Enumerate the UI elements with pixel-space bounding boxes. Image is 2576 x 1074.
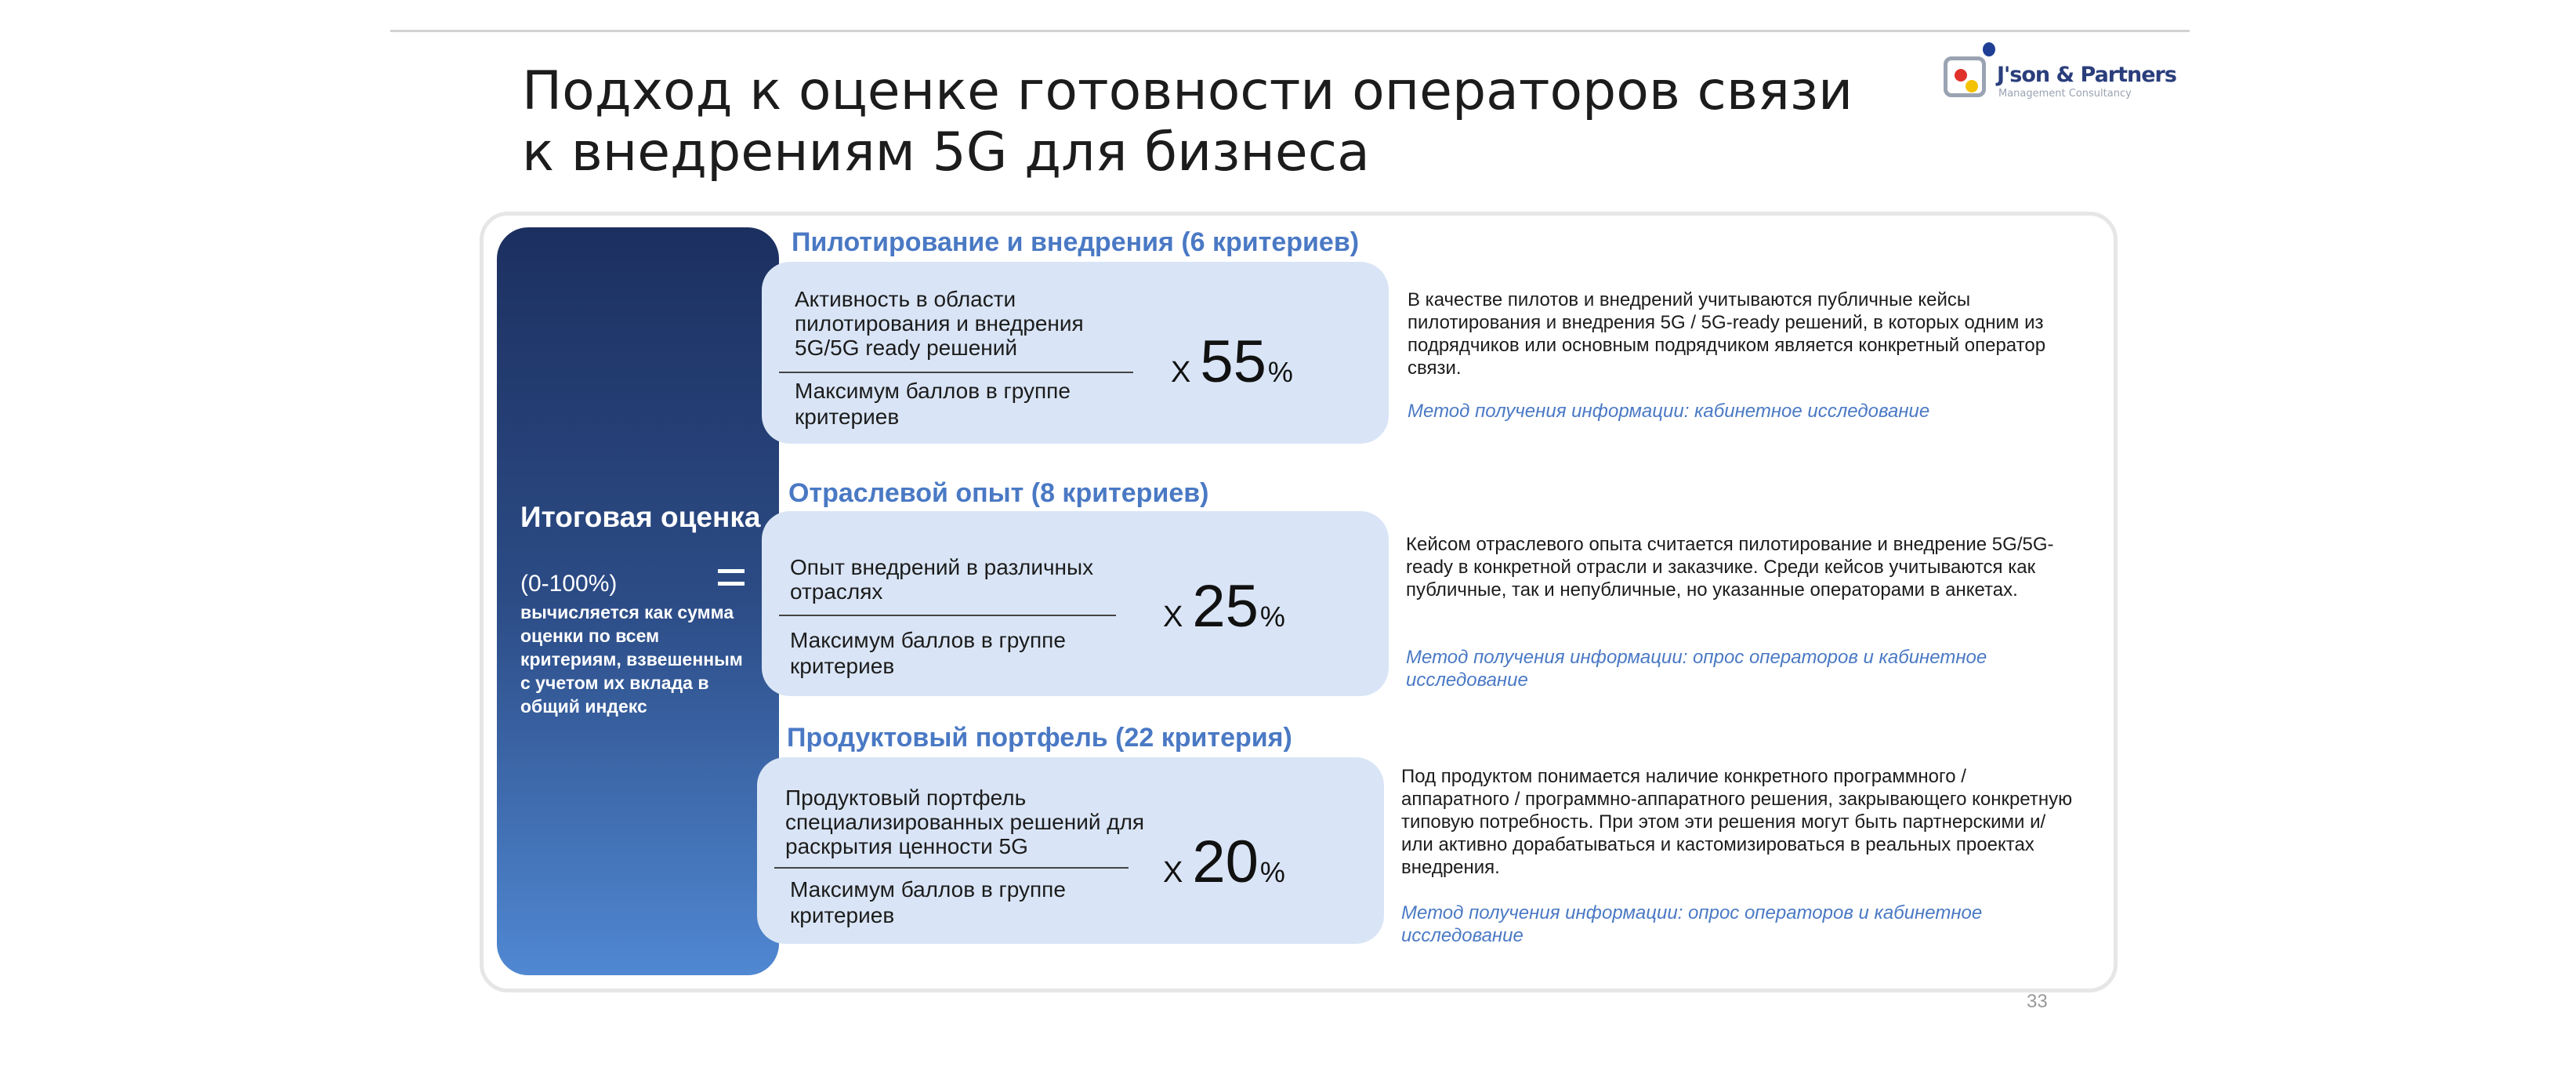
page-number: 33 [2027,991,2048,1012]
company-logo [1936,41,2176,103]
slide-title-line-1: Подход к оценке готовности операторов связи [522,60,1853,122]
total-score-panel [497,227,779,975]
weight-value [1163,572,1285,640]
group-title-portfolio: Продуктовый портфель (22 критерия) [787,723,1292,753]
method-note-industry: Метод получения информации: опрос операторов и кабинетное исследование [1406,647,1987,691]
logo-name: J'son & Partners [1997,63,2176,87]
total-score-title: Итоговая оценка [520,501,761,533]
top-divider [390,30,2190,32]
logo-blue-dot-icon [1983,42,1995,56]
multiply-sign: X [1163,600,1183,633]
group-description-pilots: В качестве пилотов и внедрений учитываются публичные кейсы пилотирования и внедрения 5G / 5G-ready решений, в которых одним из подрядчиков или основным подрядчиком является конкретный оператор связи. [1408,289,2046,379]
max-score-label: Максимум баллов в группе критериев [790,628,1066,678]
max-score-label: Максимум баллов в группе критериев [795,379,1071,429]
group-description-portfolio: Под продуктом понимается наличие конкретного программного / аппаратного / программно-аппаратного решения, закрывающего конкретную типовую потребность. При этом эти решения могут быть партнерскими и/или активно дорабатываться и кастомизироваться в реальных проектах внедрения. [1401,766,2073,878]
method-note-portfolio: Метод получения информации: опрос операторов и кабинетное исследование [1401,902,1983,946]
fraction-line [779,615,1116,616]
logo-red-dot-icon [1955,69,1967,82]
weight-number: 20 [1192,829,1259,895]
criteria-label: Активность в области пилотирования и внедрения 5G/5G ready решений [795,287,1084,360]
group-card-pilots [762,262,1389,444]
fraction-line [774,867,1129,869]
group-description-industry: Кейсом отраслевого опыта считается пилотирование и внедрение 5G/5G-ready в конкретной отрасли и заказчике. Среди кейсов учитываются как публичные, так и непубличные, но указанные операторами в анкетах. [1406,534,2054,600]
max-score-label: Максимум баллов в группе критериев [790,877,1066,927]
total-score-range: (0-100%) [520,571,618,597]
weight-value [1163,828,1285,896]
criteria-label: Продуктовый портфель специализированных решений для раскрытия ценности 5G [785,786,1145,858]
weight-number: 25 [1192,573,1259,640]
logo-yellow-dot-icon [1966,80,1978,93]
equals-sign [710,555,757,602]
slide-title-line-2: к внедрениям 5G для бизнеса [522,122,1370,183]
multiply-sign: X [1171,356,1191,389]
total-score-description: вычисляется как сумма оценки по всем критериям, взвешенным с учетом их вклада в общий индекс [520,602,743,717]
weight-percent-sign: % [1267,356,1293,388]
group-card-industry [762,511,1389,696]
method-note-pilots: Метод получения информации: кабинетное исследование [1408,401,1930,422]
slide-title [522,61,2011,183]
weight-percent-sign: % [1259,600,1285,633]
group-title-pilots: Пилотирование и внедрения (6 критериев) [792,227,1360,257]
weight-percent-sign: % [1259,856,1285,888]
weight-value [1171,328,1293,396]
weight-number: 55 [1200,328,1266,395]
multiply-sign: X [1163,856,1183,889]
group-title-industry: Отраслевой опыт (8 критериев) [788,478,1209,508]
group-card-portfolio [757,757,1384,944]
logo-tagline: Management Consultancy [1998,88,2132,100]
criteria-label: Опыт внедрений в различных отраслях [790,555,1094,604]
fraction-line [779,372,1133,373]
